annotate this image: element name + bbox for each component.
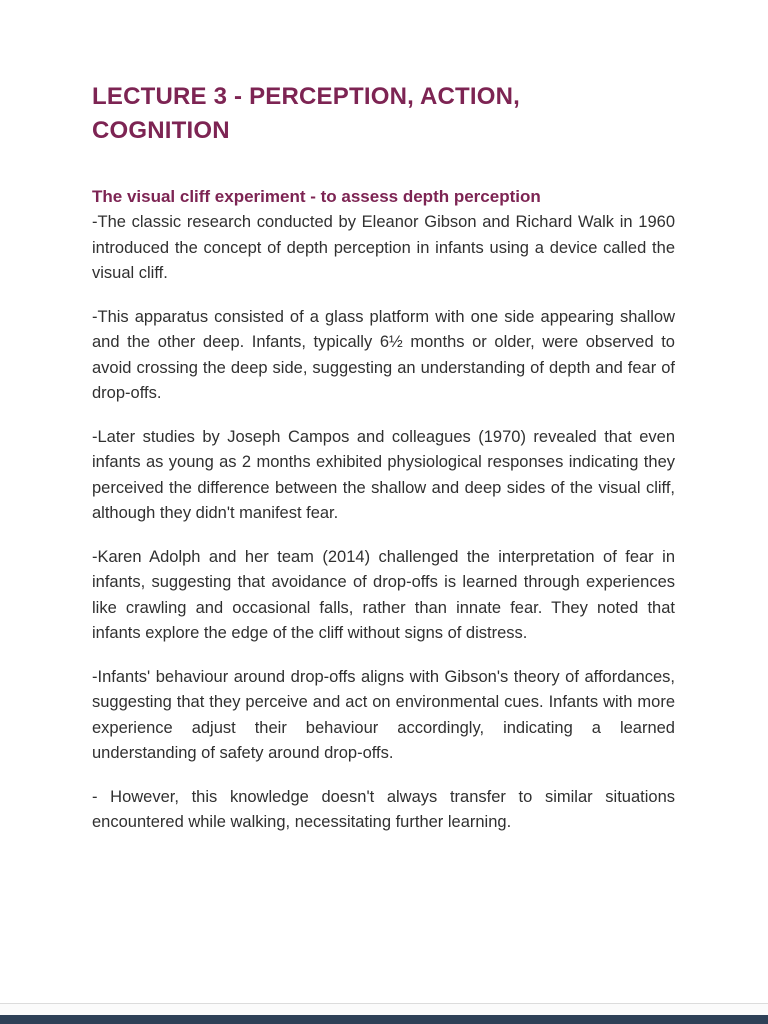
paragraph: - However, this knowledge doesn't always transfer to similar situations encountered while walking, necessitating further learning. bbox=[92, 787, 675, 831]
page-bottom-gap bbox=[0, 1004, 768, 1015]
paragraph: -Karen Adolph and her team (2014) challenged the interpretation of fear in infants, suggesting that avoidance of drop-offs is learned through experiences like crawling and occasional falls, rather than innate fear. They noted that infants explore the edge of the cliff without signs of distress. bbox=[92, 547, 675, 642]
paragraph: -Later studies by Joseph Campos and colleagues (1970) revealed that even infants as young as 2 months exhibited physiological responses indicating they perceived the difference between the shallow and deep sides of the visual cliff, although they didn't manifest fear. bbox=[92, 427, 675, 522]
paragraph: -The classic research conducted by Eleanor Gibson and Richard Walk in 1960 introduced the concept of depth perception in infants using a device called the visual cliff. bbox=[92, 213, 675, 282]
viewer-footer-edge bbox=[0, 1015, 768, 1024]
section-heading: The visual cliff experiment - to assess depth perception bbox=[92, 187, 541, 206]
paragraph: -Infants' behaviour around drop-offs aligns with Gibson's theory of affordances, suggesting that they perceive and act on environmental cues. Infants with more experience adjust their behaviour accordingly, indicating a learned understanding of safety around drop-offs. bbox=[92, 667, 675, 762]
page-title: LECTURE 3 - PERCEPTION, ACTION, COGNITION bbox=[92, 83, 521, 144]
paragraph: -This apparatus consisted of a glass platform with one side appearing shallow and the other deep. Infants, typically 6½ months or older, were observed to avoid crossing the deep side, suggesting an understanding of depth and fear of drop-offs. bbox=[92, 307, 675, 402]
